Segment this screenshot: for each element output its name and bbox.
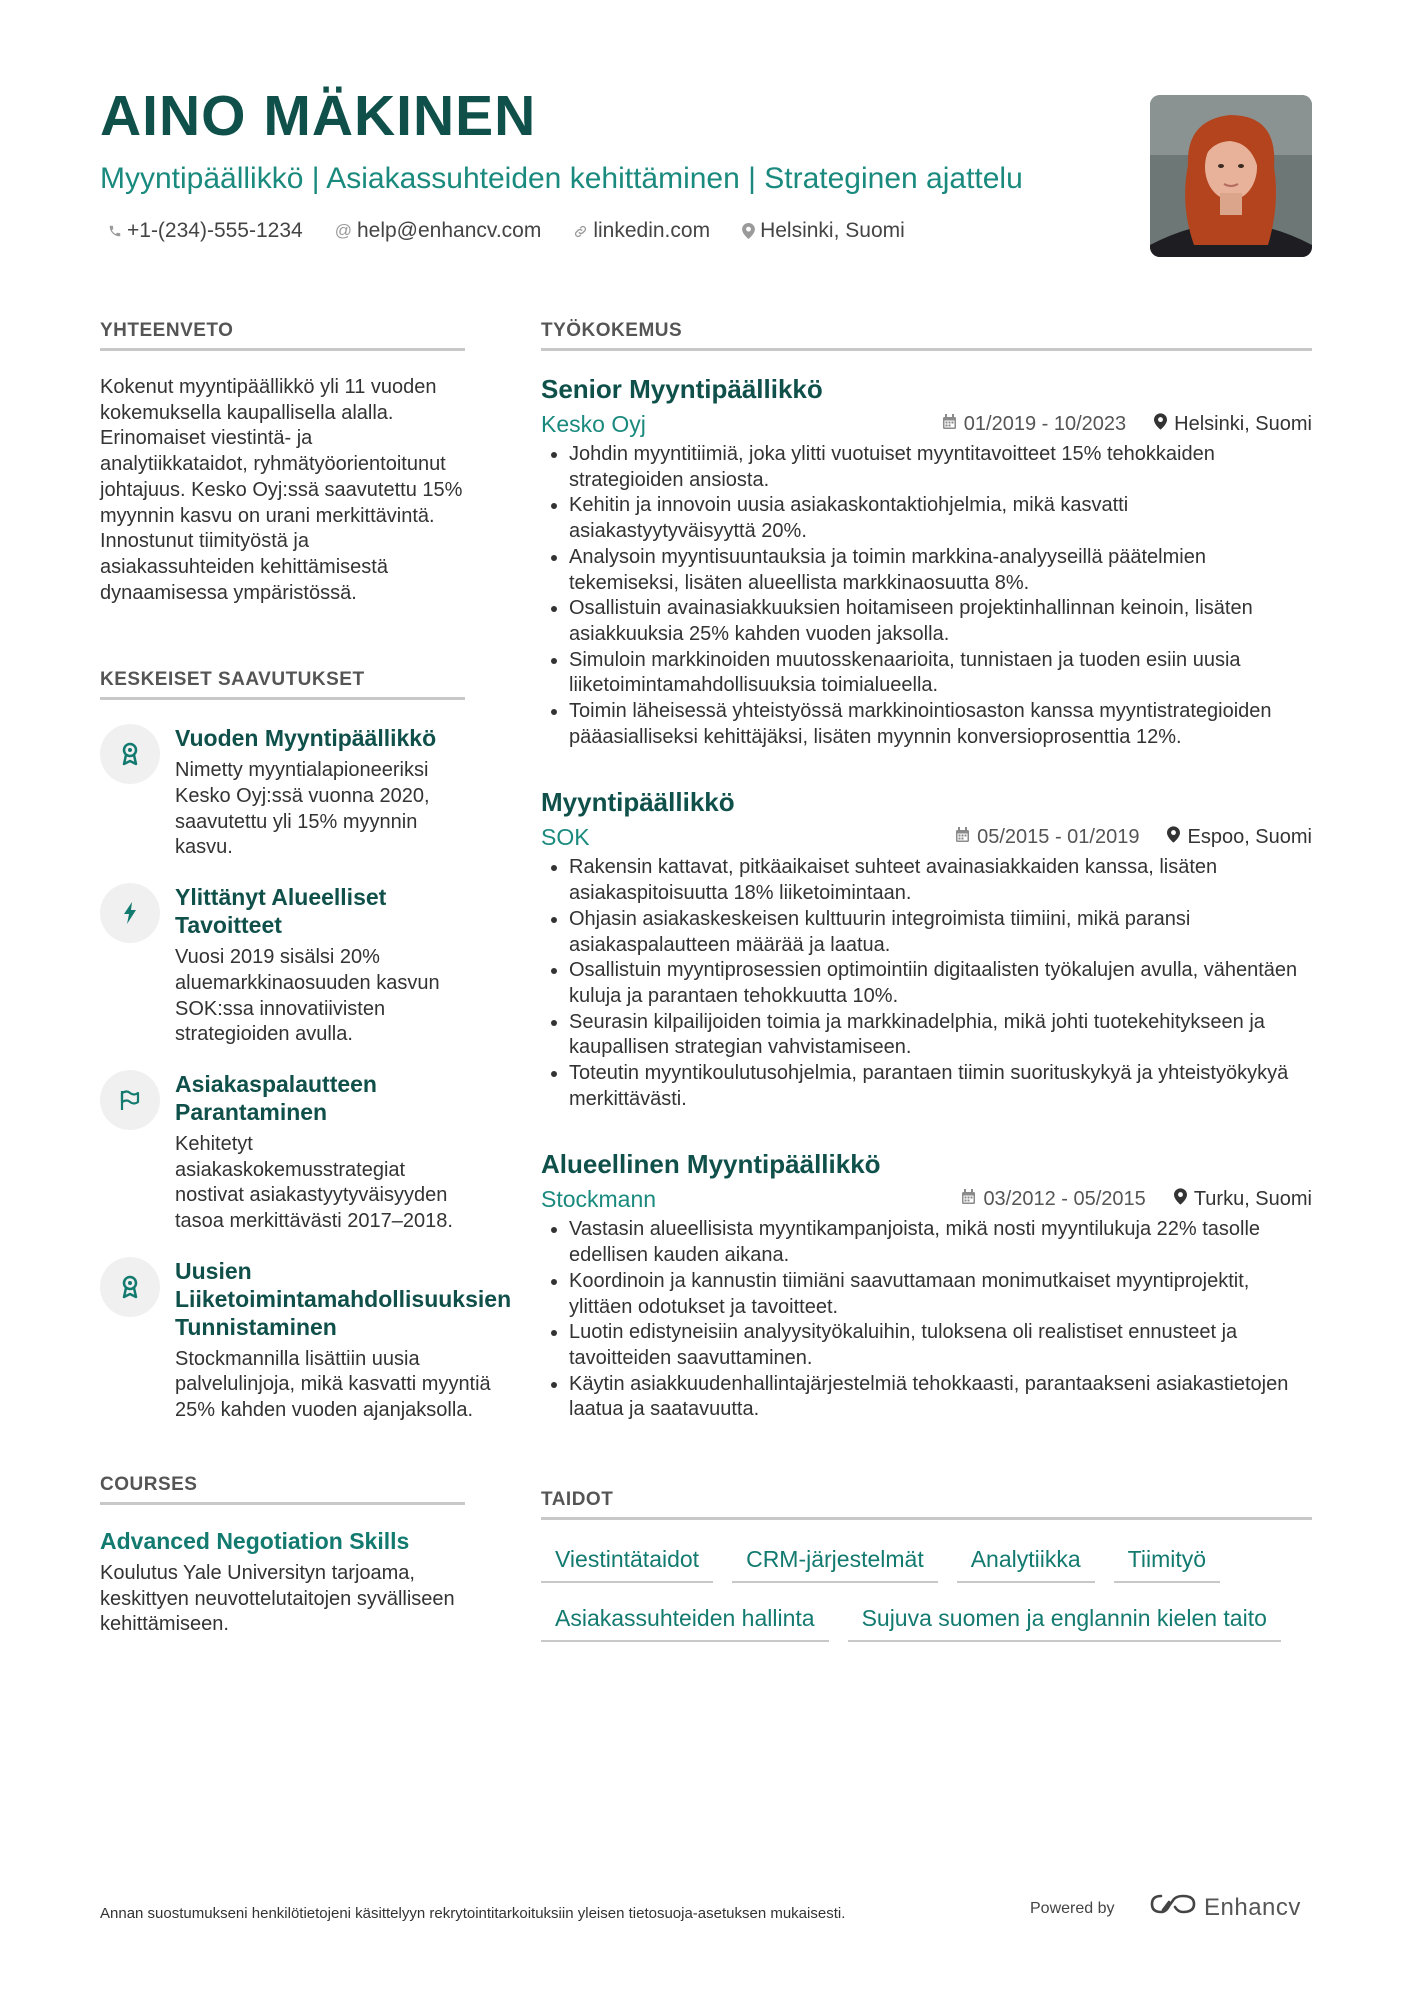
job-bullet: • Käytin asiakkuudenhallintajärjestelmiä tehokkaasti, parantaakseni asiakastietojen laatua ja saatavuutta. xyxy=(569,1372,1312,1423)
candidate-name: AINO MÄKINEN xyxy=(100,84,537,148)
calendar-icon xyxy=(955,826,970,849)
at-icon: @ xyxy=(334,221,352,240)
location-pin-icon xyxy=(742,223,755,239)
award-icon xyxy=(100,724,160,784)
enhancv-logo[interactable] xyxy=(1150,1893,1301,1922)
contact-email[interactable] xyxy=(335,219,542,243)
achievement-item xyxy=(100,883,465,1048)
job-entry xyxy=(541,373,1312,750)
achievement-item xyxy=(100,1070,465,1235)
headline: Myyntipäällikkö | Asiakassuhteiden kehittäminen | Strateginen ajattelu xyxy=(100,162,1023,195)
calendar-icon xyxy=(961,1188,976,1211)
experience-title: TYÖKOKEMUS xyxy=(541,320,1312,351)
summary-section xyxy=(100,320,465,606)
gdpr-consent: Annan suostumukseni henkilötietojeni käsittelyyn rekrytointitarkoituksiin yleisen tietosuoja-asetuksen mukaisesti. xyxy=(100,1905,846,1922)
job-bullet: • Seurasin kilpailijoiden toimia ja markkinadelphia, mikä johti tuotekehitykseen ja kaupallisen strategian vahvistamiseen. xyxy=(569,1010,1312,1061)
course-desc: Koulutus Yale Universityn tarjoama, keskittyen neuvottelutaitojen syvälliseen kehittämiseen. xyxy=(100,1561,455,1636)
course-title: Advanced Negotiation Skills xyxy=(100,1527,410,1554)
job-bullet: • Rakensin kattavat, pitkäaikaiset suhteet avainasiakkaiden kanssa, lisäten asiakaspitoisuutta 18% liiketoimintaan. xyxy=(569,855,1312,906)
job-location: Helsinki, Suomi xyxy=(1174,413,1312,435)
job-location: Espoo, Suomi xyxy=(1187,826,1312,849)
experience-section xyxy=(541,320,1312,1423)
skills-list xyxy=(541,1542,1312,1642)
achievement-title: Uusien Liiketoimintamahdollisuuksien Tunnistaminen xyxy=(175,1257,512,1340)
left-column xyxy=(100,320,512,1638)
achievement-desc: Kehitetyt asiakaskokemusstrategiat nostivat asiakastyytyväisyyden tasoa merkittävästi 2017–2018. xyxy=(175,1132,453,1233)
job-bullet: • Ohjasin asiakaskeskeisen kulttuurin integroimista tiimiini, mikä paransi asiakaspalautteen määrää ja laatua. xyxy=(569,907,1312,958)
contact-linkedin[interactable] xyxy=(573,219,710,243)
achievement-desc: Vuosi 2019 sisälsi 20% aluemarkkinaosuuden kasvun SOK:ssa innovatiivisten strategioiden avulla. xyxy=(175,946,440,1046)
job-bullet: • Osallistuin avainasiakkuuksien hoitamiseen projektinhallinnan keinoin, lisäten asiakkuuksia 25% kahden vuoden jaksolla. xyxy=(569,596,1312,647)
courses-title: COURSES xyxy=(100,1474,465,1505)
job-bullets xyxy=(541,442,1312,750)
job-bullets xyxy=(541,1217,1312,1423)
skill-tag: Tiimityö xyxy=(1114,1542,1220,1583)
achievement-title: Vuoden Myyntipäällikkö xyxy=(175,725,437,752)
achievement-item xyxy=(100,1257,512,1424)
company-name: SOK xyxy=(541,824,590,851)
summary-text: Kokenut myyntipäällikkö yli 11 vuoden kokemuksella kaupallisella alalla. Erinomaiset viestintä- ja analytiikkataidot, ryhmätyöorientoitunut johtajuus. Kesko Oyj:ssä saavutettu 15% myynnin kasvu on urani merkittävintä. Innostunut tiimityöstä ja asiakassuhteiden kehittämisestä dynaamisessa ympäristössä. xyxy=(100,376,463,604)
location-text: Helsinki, Suomi xyxy=(760,219,905,242)
job-location: Turku, Suomi xyxy=(1193,1188,1312,1211)
job-bullets xyxy=(541,855,1312,1112)
courses-section xyxy=(100,1474,465,1638)
achievement-item xyxy=(100,724,465,861)
skills-title: TAIDOT xyxy=(541,1489,1312,1520)
job-dates: 05/2015 - 01/2019 xyxy=(977,826,1140,849)
location-pin-icon xyxy=(1174,1188,1187,1211)
link-icon xyxy=(573,224,588,239)
achievement-title: Asiakaspalautteen Parantaminen xyxy=(175,1070,377,1125)
company-name: Kesko Oyj xyxy=(541,411,646,437)
skill-tag: Viestintätaidot xyxy=(541,1542,713,1583)
skills-section xyxy=(541,1489,1312,1642)
enhancv-logo-icon xyxy=(1150,1893,1196,1922)
phone-icon xyxy=(108,224,122,238)
linkedin-text: linkedin.com xyxy=(593,219,711,242)
job-bullet: • Analysoin myyntisuuntauksia ja toimin markkina-analyyseillä päätelmien tekemiseksi, lisäten alueellista markkinaosuutta 8%. xyxy=(569,545,1312,596)
lightning-icon xyxy=(100,883,160,943)
phone-text: +1-(234)-555-1234 xyxy=(127,219,303,242)
calendar-icon xyxy=(942,413,957,436)
skill-tag: Asiakassuhteiden hallinta xyxy=(541,1601,829,1642)
job-bullet: • Vastasin alueellisista myyntikampanjoista, mikä nosti myyntilukuja 22% tasolle edellisen kauden aikana. xyxy=(569,1217,1312,1268)
job-bullet: • Simuloin markkinoiden muutosskenaarioita, tunnistaen ja tuoden esiin uusia liiketoimintamahdollisuuksia toimialueella. xyxy=(569,648,1312,699)
job-bullet: • Kehitin ja innovoin uusia asiakaskontaktiohjelmia, mikä kasvatti asiakastyytyväisyyttä 20%. xyxy=(569,493,1312,544)
achievement-desc: Nimetty myyntialapioneeriksi Kesko Oyj:ssä vuonna 2020, saavutettu yli 15% myynnin kasvu. xyxy=(175,759,430,859)
job-title: Senior Myyntipäällikkö xyxy=(541,374,823,404)
job-entry xyxy=(541,786,1312,1112)
location-pin-icon xyxy=(1167,826,1180,849)
contact-bar xyxy=(108,219,905,243)
job-bullet: • Osallistuin myyntiprosessien optimointiin digitaalisten työkalujen avulla, vähentäen kuluja ja parantaen tehokkuutta 10%. xyxy=(569,958,1312,1009)
right-column xyxy=(541,320,1312,1642)
achievements-section xyxy=(100,669,512,1424)
powered-by-label: Powered by xyxy=(1030,1900,1115,1917)
summary-title: YHTEENVETO xyxy=(100,320,465,351)
achievements-title: KESKEISET SAAVUTUKSET xyxy=(100,669,465,700)
job-dates: 01/2019 - 10/2023 xyxy=(963,413,1127,435)
job-title: Myyntipäällikkö xyxy=(541,787,735,818)
award-icon xyxy=(100,1257,160,1317)
job-bullet: • Johdin myyntitiimiä, joka ylitti vuotuiset myyntitavoitteet 15% tehokkaiden strategioiden ansiosta. xyxy=(569,442,1312,493)
skill-tag: Sujuva suomen ja englannin kielen taito xyxy=(848,1601,1281,1642)
location-pin-icon xyxy=(1154,413,1167,436)
achievement-desc: Stockmannilla lisättiin uusia palvelulinjoja, mikä kasvatti myyntiä 25% kahden vuoden ajanjaksolla. xyxy=(175,1347,491,1422)
company-name: Stockmann xyxy=(541,1186,657,1213)
job-title: Alueellinen Myyntipäällikkö xyxy=(541,1149,881,1180)
skill-tag: CRM-järjestelmät xyxy=(732,1542,938,1583)
job-bullet: • Luotin edistyneisiin analyysityökaluihin, tuloksena oli realistiset ennusteet ja tavoitteiden saavuttaminen. xyxy=(569,1320,1312,1371)
job-bullet: • Koordinoin ja kannustin tiimiäni saavuttamaan monimutkaiset myyntiprojektit, ylittäen odotukset ja tavoitteet. xyxy=(569,1269,1312,1320)
job-bullet: • Toteutin myyntikoulutusohjelmia, parantaen tiimin suorituskykyä ja yhteistyökykyä merkittävästi. xyxy=(569,1061,1312,1112)
job-dates: 03/2012 - 05/2015 xyxy=(983,1188,1146,1211)
achievement-title: Ylittänyt Alueelliset Tavoitteet xyxy=(175,884,387,939)
contact-location xyxy=(742,219,905,243)
flag-icon xyxy=(100,1070,160,1130)
skill-tag: Analytiikka xyxy=(957,1542,1095,1583)
enhancv-logo-text: Enhancv xyxy=(1204,1893,1301,1921)
profile-photo xyxy=(1150,95,1312,257)
job-entry xyxy=(541,1148,1312,1423)
job-bullet: • Toimin läheisessä yhteistyössä markkinointiosaston kanssa myyntistrategioiden pääasialliseksi kehittäjäksi, lisäten myynnin konversioprosenttia 12%. xyxy=(569,699,1312,750)
email-text: help@enhancv.com xyxy=(356,219,542,242)
contact-phone[interactable] xyxy=(108,219,303,243)
